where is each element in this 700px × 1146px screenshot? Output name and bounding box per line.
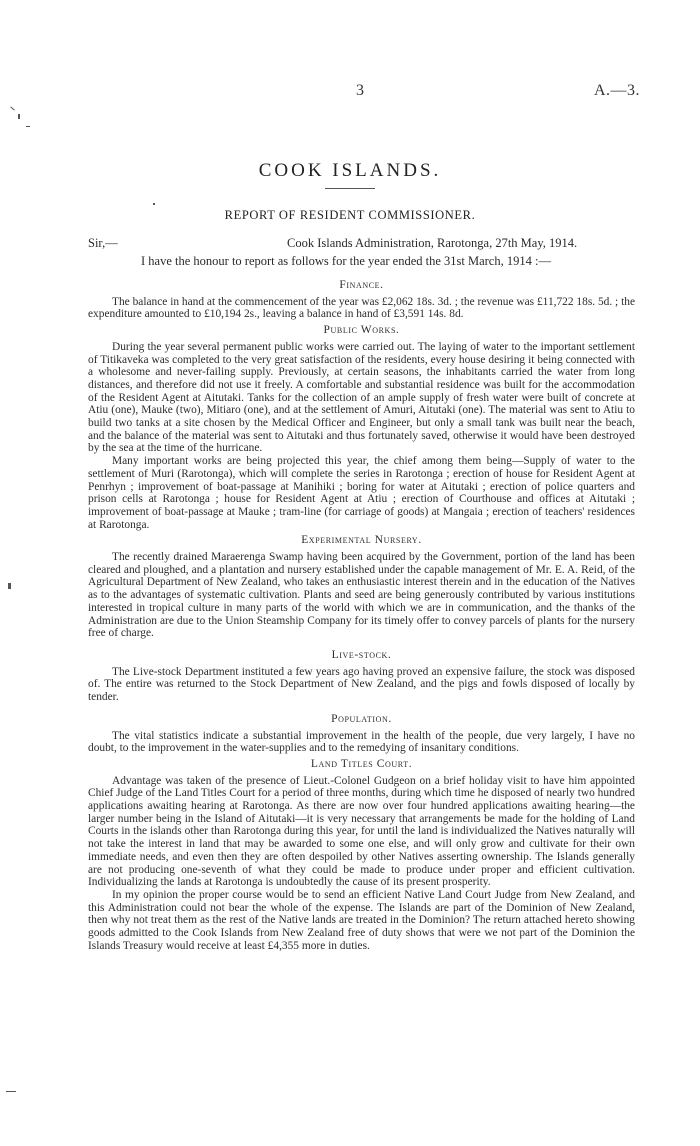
intro-line: I have the honour to report as follows for the year ended the 31st March, 1914 :— (141, 254, 551, 268)
margin-mark (18, 114, 20, 119)
report-body (88, 276, 635, 952)
margin-mark (10, 107, 14, 111)
salutation: Sir,— (88, 236, 118, 250)
margin-mark (26, 126, 30, 127)
section-heading-live-stock: Live-stock. (331, 648, 392, 661)
document-reference: A.—3. (594, 82, 641, 99)
title-rule (325, 188, 375, 189)
paragraph: During the year several permanent public works were carried out. The laying of water to the important settlement of Titikaveka was completed to the very great satisfaction of the residents, every house desiring it being connected with a wholesome and never-failing supply. Previously, at certain seasons, the inhabitants carried the water from long distances, and therefore did not use it freely. A comfortable and substantial residence was built for the accommodation of the Resident Agent at Aitutaki. Tanks for the collection of an ample supply of fresh water were built of concrete at Atiu (one), Mauke (two), Mitiaro (one), and at the settlement of Amuri, Aitutaki (one). The material was sent to Atiu to build two tanks at a site chosen by the Medical Officer and Engineer, but only a small tank was built near the beach, and the balance of the material was sent to Aitutaki and thus fortunately saved, otherwise it would have been destroyed by the sea at the time of the hurricane. (88, 340, 635, 455)
margin-mark (6, 1091, 16, 1092)
report-heading: REPORT OF RESIDENT COMMISSIONER. (224, 208, 476, 222)
paragraph: The recently drained Maraerenga Swamp having been acquired by the Government, portion of the land has been cleared and ploughed, and a plantation and nursery established under the capable management of Mr. E. A. Reid, of the Agricultural Department of New Zealand, who takes an enthusiastic interest therein and in the education of the Natives as to the advantages of systematic cultivation. Plants and seed are being generously contributed by various institutions interested in tropical culture in many parts of the world with which we are in communication, and the thanks of the Administration are due to the Union Steamship Company for its timely offer to convey parcels of plants for the nursery free of charge. (88, 551, 635, 640)
address-line: Cook Islands Administration, Rarotonga, 27th May, 1914. (287, 236, 578, 250)
margin-mark (8, 583, 11, 589)
paragraph: The vital statistics indicate a substantial improvement in the health of the people, due very largely, I have no doubt, to the improvement in the water-supplies and to the remedying of insanitary conditions. (88, 729, 635, 755)
section-heading-finance: Finance. (339, 279, 384, 291)
paragraph: Many important works are being projected this year, the chief among them being—Supply of water to the settlement of Muri (Rarotonga), which will complete the series in Rarotonga ; erection of house for Resident Agent at Penrhyn ; improvement of boat-passage at Manihiki ; boring for water at Aitutaki ; erection of police quarters and prison cells at Rarotonga ; house for Resident Agent at Atiu ; erection of Courthouse and offices at Aitutaki ; improvement of boat-passage at Mauke ; tram-line (for carriage of goods) at Mangaia ; erection of teachers' residences at Rarotonga. (88, 455, 635, 531)
paragraph: In my opinion the proper course would be to send an efficient Native Land Court Judge from New Zealand, and this Administration could not bear the whole of the expense. The Islands are part of the Dominion of New Zealand, then why not treat them as the rest of the Native lands are treated in the Dominion? The return attached hereto showing goods admitted to the Cook Islands from New Zealand free of duty shows that were we not part of the Dominion the Islands Treasury would receive at least £4,355 more in duties. (88, 888, 635, 952)
paragraph: Advantage was taken of the presence of Lieut.-Colonel Gudgeon on a brief holiday visit to have him appointed Chief Judge of the Land Titles Court for a period of three months, during which time he disposed of nearly two hundred applications awaiting hearing at Rarotonga. As there are now over four hundred applications awaiting hearing—the larger number being in the Island of Aitutaki—it is very necessary that arrangements be made for the holding of Land Courts in the islands other than Rarotonga during this year, for until the land is individualized the Natives naturally will not take the interest in land that may be awarded to some one else, and will only grow and cultivate for their own immediate needs, and even then they are often despoiled by other Natives asserting ownership. The Islands generally are not producing one-seventh of what they could be made to produce under proper and efficient cultivation. Individualizing the lands at Rarotonga is undoubtedly the cause of its present prosperity. (88, 774, 635, 889)
paragraph: The Live-stock Department instituted a few years ago having proved an expensive failure, the stock was disposed of. The entire was returned to the Stock Department of New Zealand, and the pigs and fowls disposed of locally by tender. (88, 665, 635, 704)
page-title: COOK ISLANDS. (258, 160, 442, 181)
section-heading-public-works: Public Works. (323, 324, 400, 337)
page-number: 3 (356, 82, 364, 99)
section-heading-population: Population. (331, 712, 392, 725)
paragraph: The balance in hand at the commencement of the year was £2,062 18s. 3d. ; the revenue was £11,722 18s. 5d. ; the expenditure amounted to £10,194 2s., leaving a balance in hand of £3,591 14s. 8d. (88, 295, 635, 321)
section-heading-experimental-nursery: Experimental Nursery. (301, 534, 422, 547)
section-heading-land-titles-court: Land Titles Court. (310, 757, 413, 770)
margin-mark (153, 203, 155, 205)
